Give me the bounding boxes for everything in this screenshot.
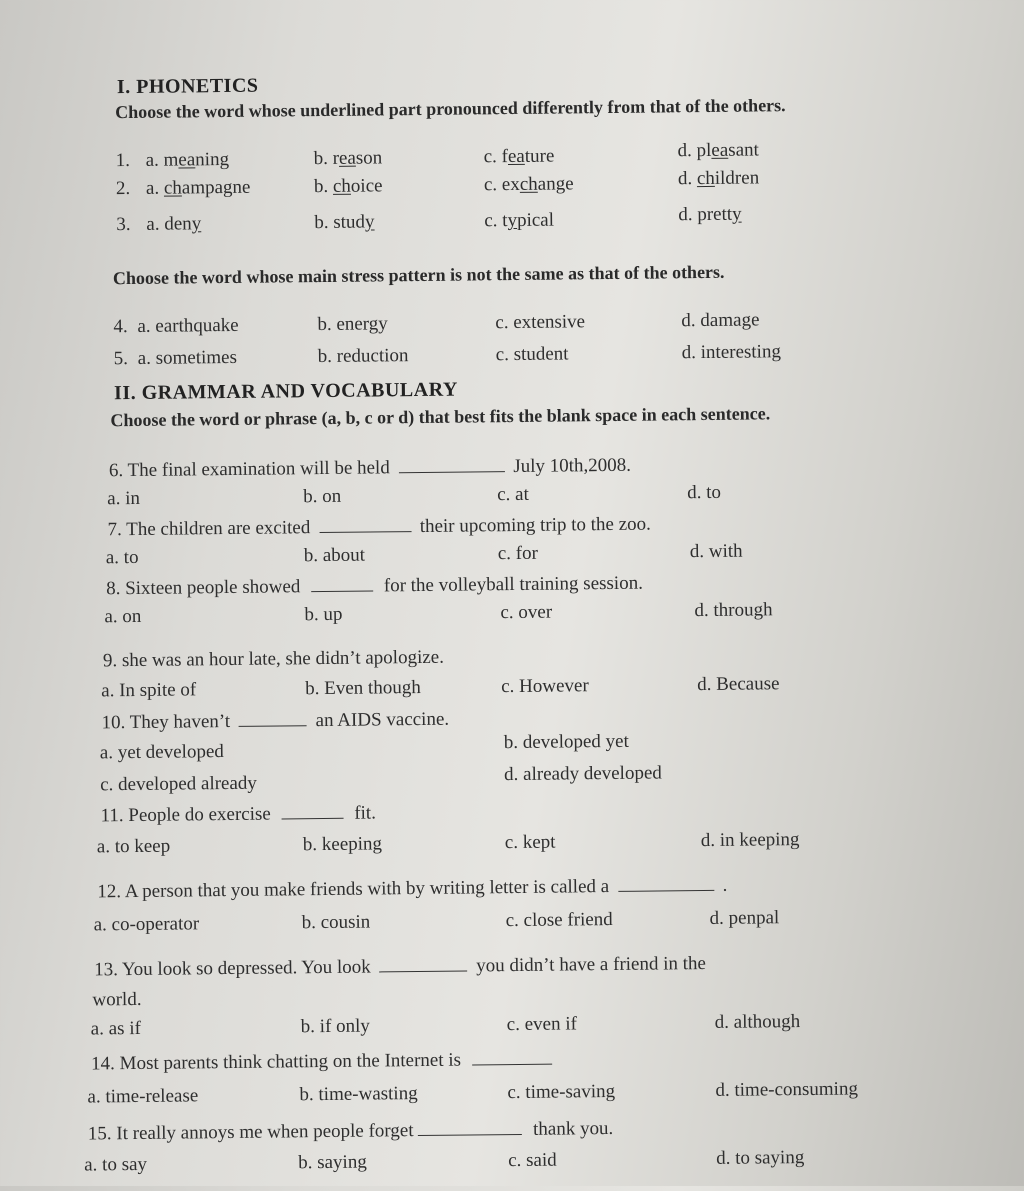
option-d: d. pleasant — [677, 139, 759, 162]
option-c[interactable]: c. time-saving — [507, 1080, 616, 1104]
underlined-sound: ea — [507, 145, 525, 168]
question-10-options — [99, 730, 821, 803]
option-c[interactable]: c. However — [501, 675, 589, 698]
option-b: b. reduction — [317, 345, 409, 368]
question-9-options — [101, 673, 821, 707]
section1-heading: I. PHONETICS — [116, 74, 259, 99]
option-c[interactable]: c. at — [497, 483, 529, 506]
section2-heading: II. GRAMMAR AND VOCABULARY — [113, 378, 458, 405]
underlined-sound: y — [731, 203, 742, 225]
question-7-options — [106, 540, 806, 573]
option-d[interactable]: d. Because — [697, 673, 780, 696]
question-number: 4. — [113, 316, 128, 338]
option-b[interactable]: b. cousin — [301, 911, 371, 934]
option-c: c. feature — [483, 145, 555, 168]
question-text-before: 12. A person that you make friends with by writing letter is called a — [97, 876, 610, 903]
option-c: c. exchange — [483, 173, 574, 196]
question-14-options — [87, 1078, 887, 1112]
question-12 — [97, 874, 727, 904]
option-a[interactable]: a. as if — [90, 1017, 141, 1040]
option-a[interactable]: a. in — [107, 487, 141, 510]
answer-blank[interactable] — [418, 1118, 522, 1136]
answer-blank[interactable] — [281, 802, 343, 820]
question-text-after: thank you. — [532, 1118, 614, 1140]
option-d[interactable]: d. to saying — [716, 1147, 805, 1169]
question-8 — [106, 572, 643, 601]
question-text-before: 9. she was an hour late, she didn’t apologize. — [102, 646, 445, 672]
option-d[interactable]: d. to — [687, 481, 722, 504]
option-c[interactable]: c. close friend — [505, 908, 613, 932]
option-d[interactable]: d. although — [714, 1011, 801, 1033]
underlined-sound: ea — [711, 139, 729, 161]
underlined-sound: ch — [332, 175, 351, 197]
question-text-after: July 10th,2008. — [513, 454, 632, 478]
answer-blank[interactable] — [311, 574, 373, 592]
question-text-after: an AIDS vaccine. — [315, 708, 450, 732]
option-d[interactable]: d. in keeping — [700, 829, 800, 852]
option-d: d. pretty — [678, 203, 742, 226]
option-b[interactable]: b. if only — [300, 1015, 370, 1038]
option-a[interactable]: a. on — [104, 605, 142, 628]
option-a: a. earthquake — [137, 314, 239, 337]
question-text-after: for the volleyball training session. — [383, 572, 644, 597]
option-d: d. children — [677, 167, 760, 190]
underlined-sound: y — [507, 209, 518, 232]
question-9 — [103, 647, 444, 673]
answer-blank[interactable] — [319, 515, 411, 533]
question-text-after: you didn’t have a friend in the — [476, 953, 707, 977]
option-c[interactable]: c. even if — [506, 1013, 577, 1036]
question-text-after: their upcoming trip to the zoo. — [419, 513, 651, 537]
option-b[interactable]: b. on — [303, 485, 342, 508]
answer-blank[interactable] — [239, 709, 307, 727]
underlined-sound: ch — [519, 173, 538, 195]
option-b[interactable]: b. keeping — [302, 833, 383, 856]
question-13 — [94, 952, 706, 981]
option-c[interactable]: c. kept — [504, 831, 556, 854]
question-text-before: 15. It really annoys me when people forget — [87, 1120, 414, 1145]
option-c[interactable]: c. developed already — [100, 772, 257, 796]
option-c[interactable]: c. over — [500, 601, 553, 624]
option-a: a. meaning — [145, 148, 230, 171]
underlined-sound: ch — [696, 167, 715, 190]
option-d[interactable]: d. penpal — [709, 907, 780, 929]
option-b[interactable]: b. developed yet — [503, 730, 629, 754]
option-c[interactable]: c. said — [508, 1149, 557, 1172]
underlined-sound: y — [364, 211, 375, 233]
question-text-before: 14. Most parents think chatting on the Internet is — [91, 1049, 462, 1075]
question-15 — [88, 1117, 614, 1146]
option-a[interactable]: a. yet developed — [99, 741, 224, 764]
underlined-sound: ea — [178, 149, 196, 171]
question-10 — [101, 708, 449, 735]
question-15-options — [84, 1146, 884, 1180]
option-a[interactable]: a. to — [105, 546, 139, 569]
option-a: a. deny — [146, 213, 202, 235]
option-b[interactable]: b. time-wasting — [299, 1083, 418, 1106]
question-8-options — [104, 599, 814, 632]
question-14 — [91, 1048, 558, 1076]
question-text-before: 10. They haven’t — [101, 710, 231, 734]
underlined-sound: ch — [163, 177, 182, 199]
section1-instruction1: Choose the word whose underlined part pronounced differently from that of the others. — [115, 95, 786, 123]
underlined-sound: ea — [338, 147, 356, 169]
answer-blank[interactable] — [398, 455, 504, 473]
underlined-sound: y — [191, 213, 202, 235]
option-d[interactable]: d. already developed — [504, 762, 662, 786]
question-6-options — [107, 481, 807, 514]
option-b: b. energy — [317, 313, 388, 336]
option-a[interactable]: a. to keep — [96, 835, 171, 858]
question-text-before: 8. Sixteen people showed — [106, 576, 301, 600]
answer-blank[interactable] — [472, 1048, 552, 1066]
question-11 — [100, 801, 376, 827]
option-a[interactable]: a. co-operator — [93, 913, 200, 936]
option-a[interactable]: a. to say — [84, 1153, 148, 1176]
option-b[interactable]: b. up — [304, 603, 343, 626]
question-11-options — [97, 829, 827, 863]
question-number: 1. — [115, 150, 131, 172]
option-b: b. reason — [313, 147, 383, 170]
question-7 — [107, 513, 651, 542]
option-b: b. study — [314, 211, 375, 234]
option-b: b. choice — [313, 175, 383, 198]
option-b[interactable]: b. saying — [298, 1151, 367, 1174]
option-d: d. damage — [681, 309, 760, 332]
option-a[interactable]: a. time-release — [87, 1085, 199, 1108]
question-number: 5. — [113, 348, 129, 370]
option-a: a. champagne — [145, 176, 251, 199]
section1-instruction2: Choose the word whose main stress pattern is not the same as that of the others. — [112, 261, 725, 289]
option-c[interactable]: c. for — [497, 542, 538, 565]
option-a: a. sometimes — [137, 346, 238, 369]
option-b[interactable]: b. Even though — [305, 676, 421, 700]
option-d[interactable]: d. with — [689, 540, 743, 563]
option-a[interactable]: a. In spite of — [101, 679, 197, 702]
question-text-before: 11. People do exercise — [100, 803, 271, 827]
answer-blank[interactable] — [618, 874, 714, 892]
option-d: d. interesting — [681, 341, 782, 364]
question-12-options — [94, 907, 834, 941]
question-13-continuation: world. — [92, 988, 142, 1011]
option-b[interactable]: b. about — [303, 544, 366, 567]
question-number: 2. — [115, 178, 131, 200]
question-text-before: 13. You look so depressed. You look — [94, 956, 371, 981]
option-c: c. extensive — [495, 311, 586, 334]
answer-blank[interactable] — [379, 955, 467, 973]
question-text-before: 7. The children are excited — [107, 517, 311, 541]
option-c: c. typical — [484, 209, 555, 232]
question-text-after: . — [722, 874, 728, 896]
question-number: 3. — [116, 214, 131, 236]
option-d[interactable]: d. through — [694, 599, 773, 622]
question-13-options — [91, 1011, 831, 1045]
option-d[interactable]: d. time-consuming — [715, 1078, 859, 1101]
section2-instruction: Choose the word or phrase (a, b, c or d) that best fits the blank space in each sentence. — [110, 403, 771, 431]
question-text-after: fit. — [354, 802, 377, 824]
question-6 — [109, 454, 631, 482]
question-text-before: 6. The final examination will be held — [108, 457, 390, 482]
option-c: c. student — [495, 343, 569, 366]
